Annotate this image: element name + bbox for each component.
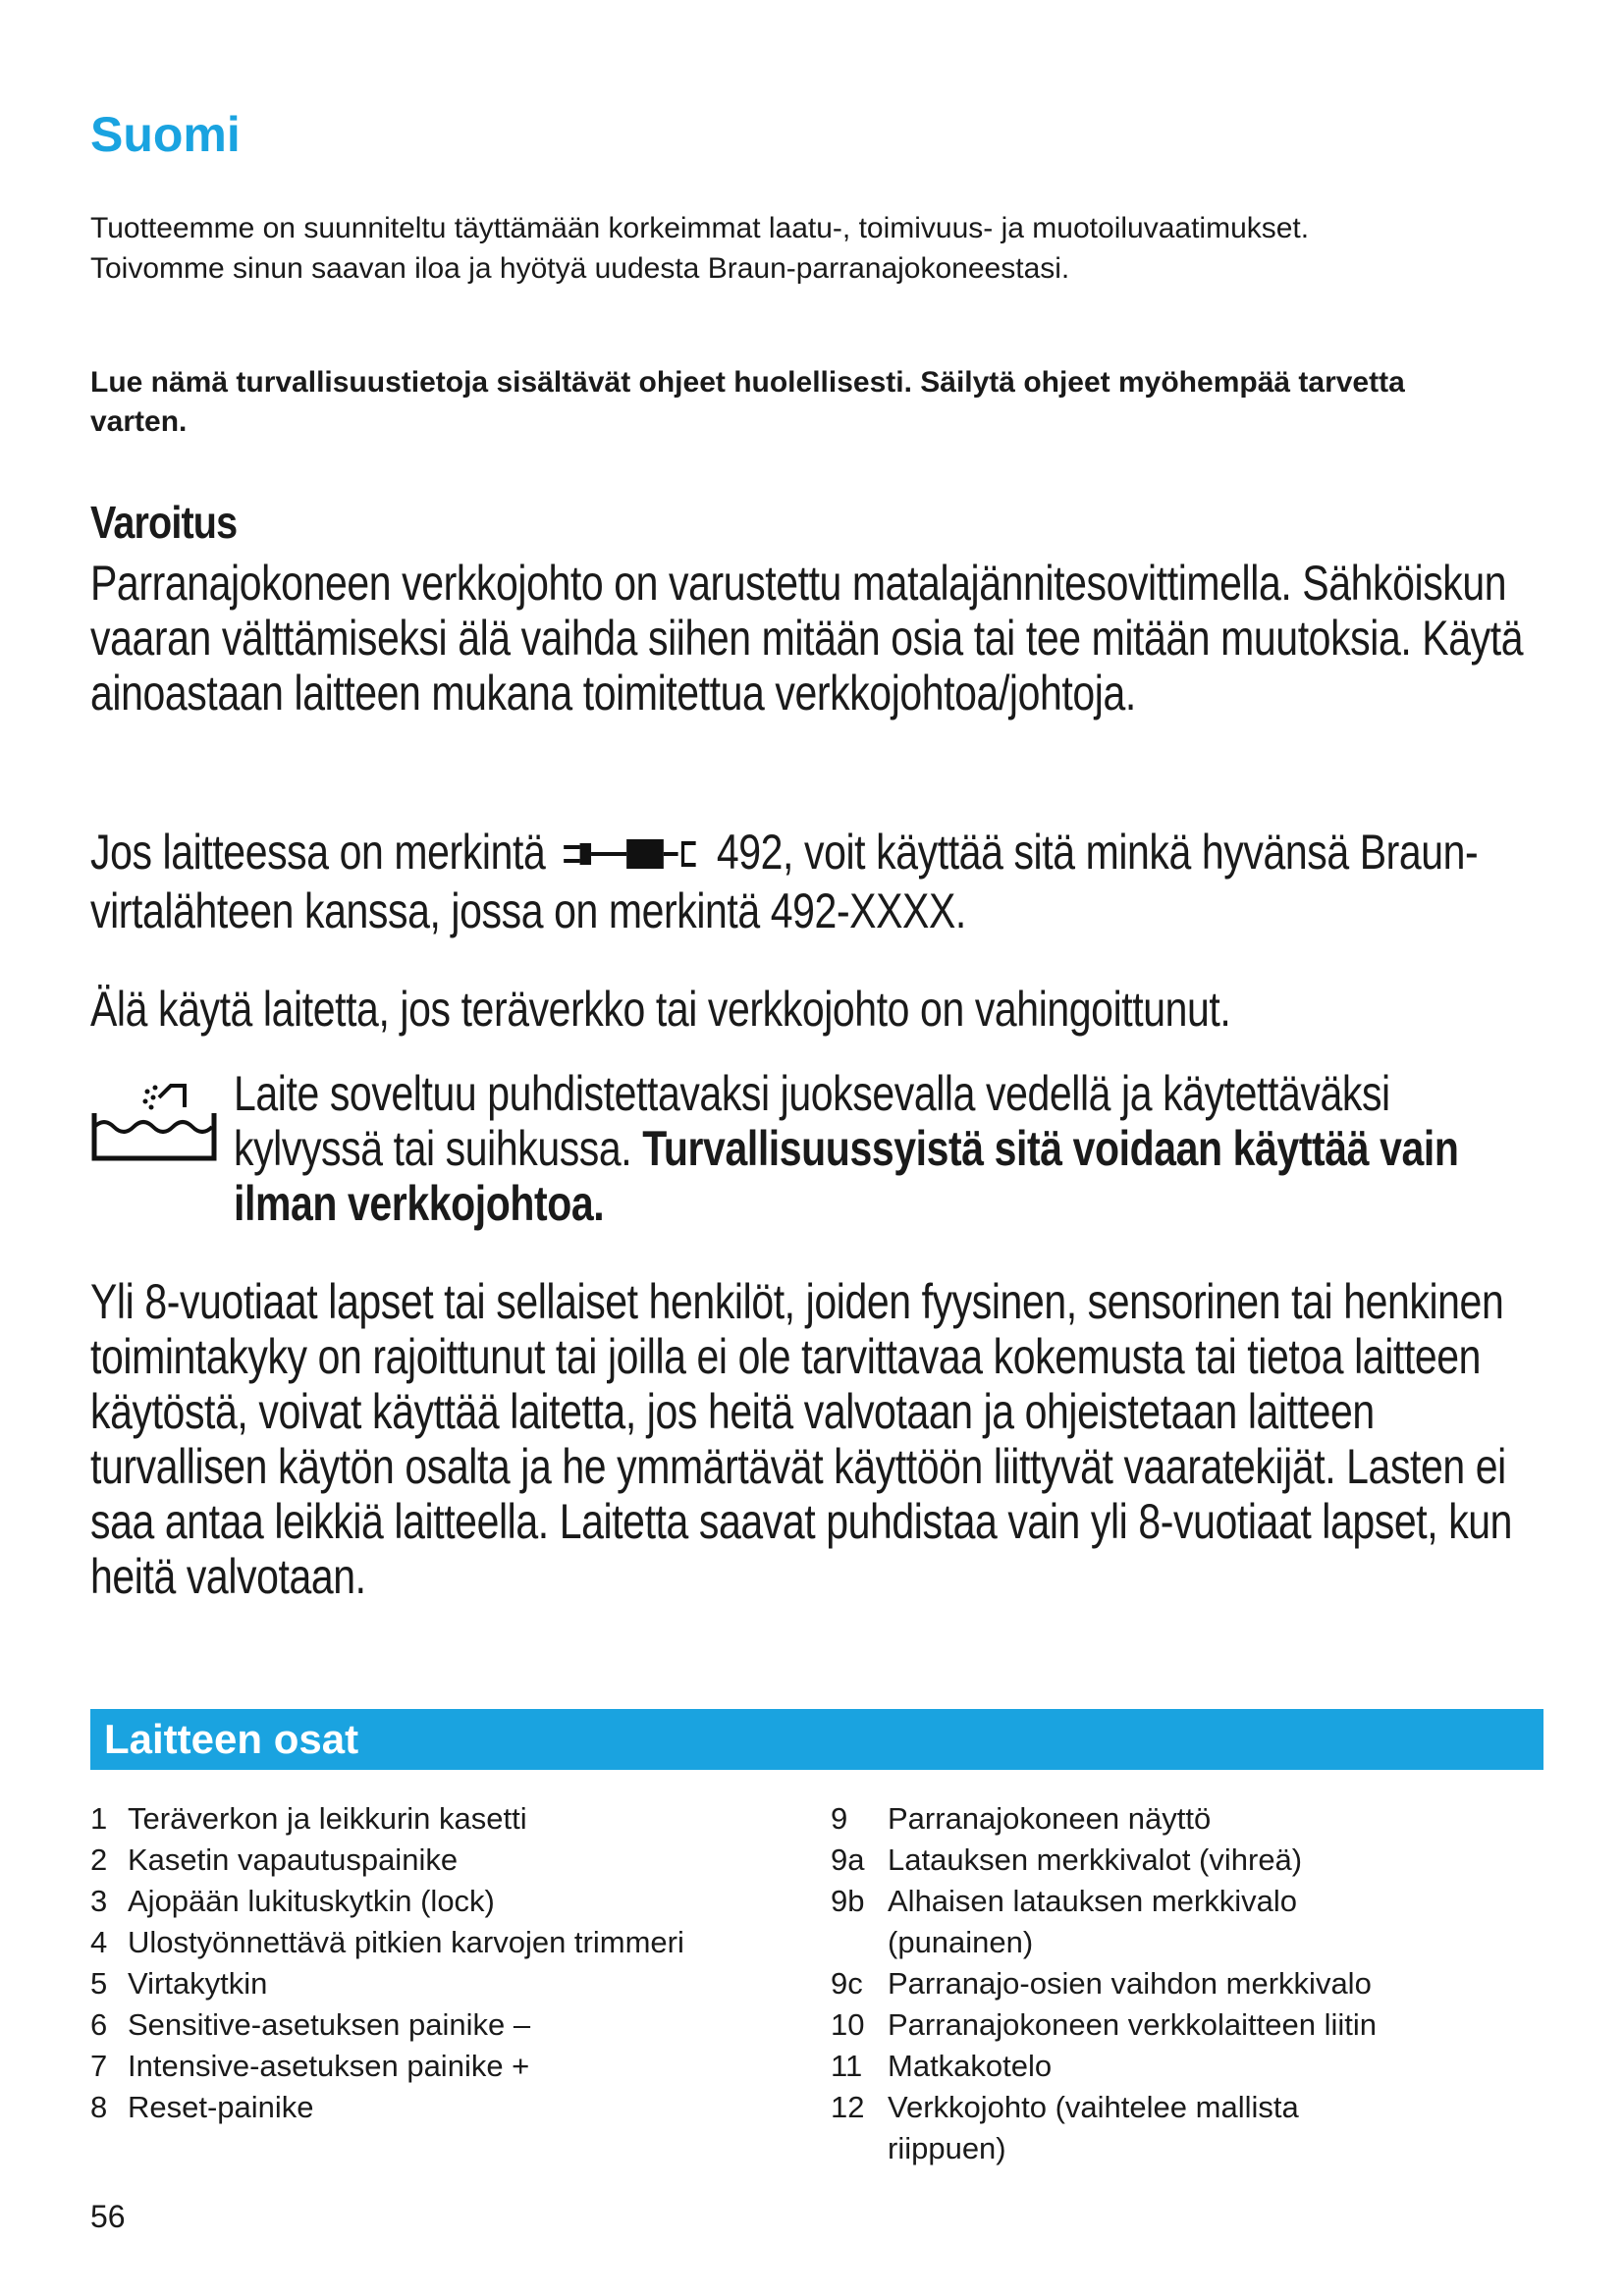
page-number: 56 bbox=[90, 2199, 126, 2234]
list-item: 9 Parranajokoneen näyttö bbox=[831, 1801, 1212, 1836]
list-item: 7 Intensive-asetuksen painike + bbox=[90, 2049, 530, 2083]
list-item: 9a Latauksen merkkivalot (vihreä) bbox=[831, 1842, 1303, 1877]
list-item: 9c Parranajo-osien vaihdon merkkivalo bbox=[831, 1966, 1372, 2001]
parts-section-header: Laitteen osat bbox=[90, 1709, 1543, 1770]
warning-paragraph-children: Yli 8-vuotiaat lapset tai sellaiset henkilöt, joiden fyysinen, sensorinen tai henkinen toimintakyky on rajoittunut tai joilla ei ole tarvittavaa kokemusta tai tietoa laitteen käytöstä, voivat käyttää laitetta, jos heitä valvotaan ja ohjeistetaan laitteen turvallisen käytön osalta ja he ymmärtävät käyttöön liittyvät vaaratekijät. Lasten ei saa antaa leikkiä laitteella. Laitetta saavat puhdistaa vain yli 8-vuotiaat lapset, kun heitä valvotaan. bbox=[90, 1274, 1513, 1604]
water-shower-bath-icon bbox=[90, 1068, 218, 1166]
marking-text-after: 492, voit käyttää sitä minkä hyvänsä Braun-virtalähteen kanssa, jossa on merkintä 492-XXXX. bbox=[90, 825, 1479, 938]
list-item: 4 Ulostyönnettävä pitkien karvojen trimmeri bbox=[90, 1925, 684, 1959]
warning-paragraph-damage: Älä käytä laitetta, jos teräverkko tai verkkojohto on vahingoittunut. bbox=[90, 982, 1231, 1037]
intro-text: Tuotteemme on suunniteltu täyttämään korkeimmat laatu-, toimivuus- ja muotoiluvaatimukset. Toivomme sinun saavan iloa ja hyötyä uudesta Braun-parranajokoneestasi. bbox=[90, 212, 1310, 285]
warning-paragraph-water bbox=[234, 1066, 1538, 1231]
list-item: 5 Virtakytkin bbox=[90, 1966, 268, 2001]
list-item: 2 Kasetin vapautuspainike bbox=[90, 1842, 459, 1877]
list-item: 3 Ajopään lukituskytkin (lock) bbox=[90, 1884, 495, 1918]
list-item: 12 Verkkojohto (vaihtelee mallista riippuen) bbox=[831, 2090, 1299, 2165]
water-text-bold: Turvallisuussyistä sitä voidaan käyttää vain ilman verkkojohtoa. bbox=[234, 1121, 1459, 1231]
power-plug-symbol-icon bbox=[563, 828, 699, 883]
list-item: 9b Alhaisen latauksen merkkivalo (punainen) bbox=[831, 1884, 1297, 1959]
list-item: 10 Parranajokoneen verkkolaitteen liitin bbox=[831, 2007, 1378, 2042]
intro-safety-note: Lue nämä turvallisuustietoja sisältävät ohjeet huolellisesti. Säilytä ohjeet myöhempää tarvetta varten. bbox=[90, 366, 1405, 438]
parts-list-right bbox=[831, 1798, 1557, 2169]
list-item: 11 Matkakotelo bbox=[831, 2049, 1053, 2083]
warning-paragraph-marking bbox=[90, 825, 1555, 938]
list-item: 8 Reset-painike bbox=[90, 2090, 314, 2124]
language-title: Suomi bbox=[90, 107, 241, 162]
list-item: 1 Teräverkon ja leikkurin kasetti bbox=[90, 1801, 527, 1836]
list-item: 6 Sensitive-asetuksen painike – bbox=[90, 2007, 531, 2042]
marking-text-before: Jos laitteessa on merkintä bbox=[90, 825, 546, 880]
warning-title: Varoitus bbox=[90, 497, 238, 548]
water-text-normal: Laite soveltuu puhdistettavaksi juoksevalla vedellä ja käytettäväksi kylvyssä tai suihkussa. bbox=[234, 1066, 1390, 1176]
parts-list-left bbox=[90, 1798, 797, 2128]
warning-paragraph-adapter: Parranajokoneen verkkojohto on varustettu matalajännitesovittimella. Sähköiskun vaaran välttämiseksi älä vaihda siihen mitään osia tai tee mitään muutoksia. Käytä ainoastaan laitteen mukana toimitettua verkkojohtoa/johtoja. bbox=[90, 556, 1524, 721]
